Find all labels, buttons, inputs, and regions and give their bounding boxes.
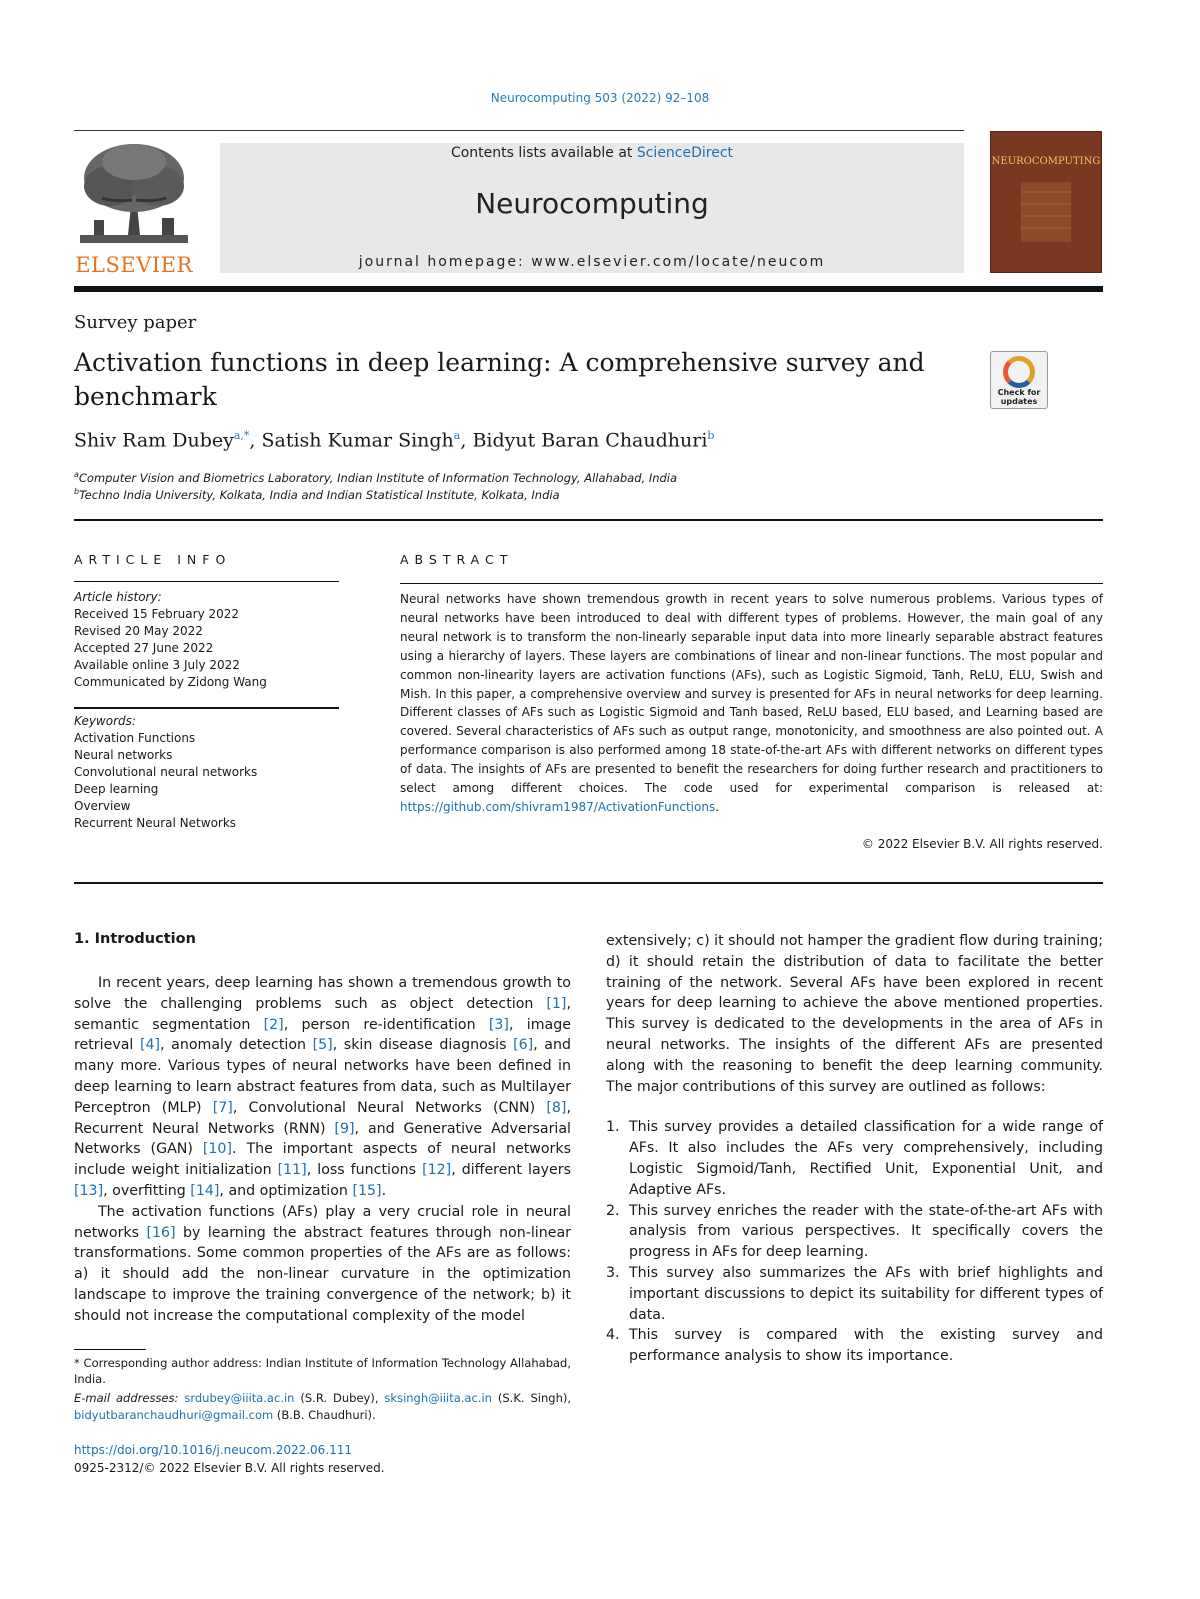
history-item: Available online 3 July 2022 [74,658,240,672]
journal-title: Neurocomputing [475,187,709,220]
keyword-item: Activation Functions [74,731,196,745]
body-text: , Recurrent Neural Networks (RNN) [74,1099,571,1137]
keyword-item: Deep learning [74,782,159,796]
abstract-end: . [715,799,720,814]
email-link[interactable]: sksingh@iiita.ac.in [384,1391,492,1405]
citation-link[interactable]: [11] [277,1162,307,1179]
keyword-item: Recurrent Neural Networks [74,816,237,830]
elsevier-wordmark: ELSEVIER [75,253,193,277]
contributions-list [606,1117,1103,1367]
article-info-rule [74,581,339,582]
keywords-label: Keywords: [74,714,136,728]
affiliation-text: Techno India University, Kolkata, India and Indian Statistical Institute, Kolkata, India [79,487,560,502]
journal-homepage [220,254,964,270]
keywords-list [74,730,257,832]
body-text: , semantic segmentation [74,995,571,1033]
author-marks[interactable]: a [453,429,461,442]
history-list [74,606,267,691]
abstract-rule [400,583,1103,584]
footnote-rule [74,1349,146,1350]
footnote-emails [74,1390,571,1424]
masthead-top-rule [74,130,964,131]
citation-link[interactable]: [2] [263,1016,284,1033]
email-owner: (S.K. Singh), [491,1391,571,1405]
list-item [606,1325,1103,1367]
citation-link[interactable]: [12] [422,1162,452,1179]
email-label: E-mail addresses: [74,1391,179,1405]
section-heading-introduction: 1. Introduction [74,931,196,947]
citation-link[interactable]: [10] [202,1141,232,1158]
journal-cover-thumbnail[interactable] [990,131,1102,273]
list-text: This survey enriches the reader with the state-of-the-art AFs with analysis from various perspectives. It specifically covers the progress in AFs for deep learning. [629,1202,1103,1261]
body-text: . [381,1182,387,1199]
right-column [606,931,1103,1367]
abstract-body [400,590,1103,817]
citation-link[interactable]: [1] [546,995,567,1012]
affiliation-mark: a [74,470,79,479]
list-item [606,1117,1103,1200]
body-text: , different layers [451,1162,571,1179]
body-text: , overfitting [103,1182,191,1199]
body-text: by learning the abstract features through non-linear transformations. Some common properties of the AFs are as follows: a) it should add the non-linear curvature in the optimization landscape to improve the training convergence of the network; b) it should not increase the computational complexity of the model [74,1224,571,1324]
article-info-heading: ARTICLE INFO [74,552,232,567]
article-type: Survey paper [74,312,197,333]
intro-paragraph-2 [74,1202,571,1327]
copyright-notice: © 2022 Elsevier B.V. All rights reserved. [861,837,1103,851]
contents-prefix: Contents lists available at [450,145,637,161]
body-text: , Convolutional Neural Networks (CNN) [232,1099,547,1116]
citation-link[interactable]: [3] [488,1016,509,1033]
list-number: 2. [606,1202,620,1219]
email-owner: (B.B. Chaudhuri). [273,1408,376,1422]
keyword-item: Neural networks [74,748,173,762]
email-owner: (S.R. Dubey), [294,1391,385,1405]
homepage-prefix: journal homepage: [358,254,532,270]
body-text: In recent years, deep learning has shown a tremendous growth to solve the challenging problems such as object detection [74,975,571,1012]
list-item [606,1263,1103,1325]
intro-paragraph-2-continued: extensively; c) it should not hamper the gradient flow during training; d) it should retain the distribution of data to facilitate the better training of the network. Several AFs have been explored in recent years for deep learning to achieve the above mentioned properties. This survey is dedicated to the developments in the area of AFs in neural networks. The insights of the different AFs are presented along with the reasoning to benefit the deep learning community. The major contributions of this survey are outlined as follows: [606,933,1103,1095]
issn-line: 0925-2312/© 2022 Elsevier B.V. All rights reserved. [74,1461,385,1475]
email-link[interactable]: bidyutbaranchaudhuri@gmail.com [74,1408,274,1422]
list-text: This survey also summarizes the AFs with brief highlights and important discussions to depict its suitability for different types of data. [629,1264,1103,1323]
list-number: 1. [606,1119,620,1136]
body-text: . The important aspects of neural networks include weight initialization [74,1141,571,1179]
abstract-heading: ABSTRACT [400,552,514,567]
author-marks[interactable]: a,* [233,429,250,442]
code-repository-link[interactable]: https://github.com/shivram1987/ActivationFunctions [400,799,716,814]
citation-link[interactable]: [4] [139,1037,161,1054]
author-name[interactable]: Bidyut Baran Chaudhuri [472,429,708,452]
homepage-url[interactable]: www.elsevier.com/locate/neucom [531,254,826,270]
list-number: 4. [606,1327,620,1344]
body-text: , anomaly detection [160,1037,313,1054]
citation-link[interactable]: [15] [352,1182,382,1199]
affiliation-a [74,470,677,485]
email-link[interactable]: srdubey@iiita.ac.in [184,1391,295,1405]
abstract-text: Neural networks have shown tremendous growth in recent years to solve numerous problems. Various types of neural networks have been introduced to deal with different types of problems. However, the main goal of any neural network is to transform the non-linearly separable input data into more linearly separable abstract features using a hierarchy of layers. These layers are combinations of linear and non-linear functions. The most popular and common non-linearity layers are activation functions (AFs), such as Logistic Sigmoid, Tanh, ReLU, ELU, Swish and Mish. In this paper, a comprehensive overview and survey is presented for AFs in neural networks for deep learning. Different classes of AFs such as Logistic Sigmoid and Tanh based, ReLU based, ELU based, and Learning based are covered. Several characteristics of AFs such as output range, monotonicity, and smoothness are also pointed out. A performance comparison is also performed among 18 state-of-the-art AFs with different networks on different types of data. The insights of AFs are presented to benefit the researchers for doing further research and practitioners to select among different choices. The code used for experimental comparison is released at: [400,592,1103,796]
crossmark-icon [1003,356,1035,388]
affiliation-b [74,487,560,502]
list-number: 3. [606,1264,620,1281]
check-for-updates-label: Check for updates [997,388,1041,406]
keyword-item: Convolutional neural networks [74,765,258,779]
keywords-rule [74,707,339,709]
body-text: , image retrieval [74,1016,571,1054]
body-text: The activation functions (AFs) play a very crucial role in neural networks [74,1203,571,1241]
abstract-end-rule [74,882,1103,884]
list-text: This survey is compared with the existing survey and performance analysis to show its importance. [629,1327,1103,1365]
list-item [606,1201,1103,1263]
citation-link[interactable]: [9] [334,1120,355,1137]
doi-link[interactable]: https://doi.org/10.1016/j.neucom.2022.06.111 [74,1443,353,1457]
body-text: , person re-identification [283,1016,489,1033]
history-item: Received 15 February 2022 [74,607,240,621]
citation-link[interactable]: [5] [312,1037,333,1054]
author-list: Shiv Ram Dubey$^{a,*}$, Satish Kumar Singh$^a$, Bidyut Baran Chaudhuri$^b$ [74,429,715,452]
history-item: Communicated by Zidong Wang [74,675,267,689]
list-text: This survey provides a detailed classification for a wide range of AFs. It also includes the AFs very comprehensively, including Logistic Sigmoid/Tanh, Rectified Unit, Exponential Unit, and Adaptive AFs. [629,1119,1103,1198]
author-name[interactable]: Shiv Ram Dubey [74,429,234,452]
cover-title: NEUROCOMPUTING [991,156,1101,167]
title-block-rule [74,519,1103,521]
body-text: , loss functions [306,1162,423,1179]
citation-link[interactable]: [6] [513,1037,534,1054]
contents-line [220,145,964,161]
history-label: Article history: [74,590,162,604]
footnote-corresponding-author: * Corresponding author address: Indian Institute of Information Technology Allahabad, India. [74,1356,571,1386]
citation-link[interactable]: [8] [546,1099,567,1116]
left-column [74,973,571,1327]
citation-link[interactable]: [7] [212,1099,233,1116]
article-title: Activation functions in deep learning: A comprehensive survey and benchmark [74,348,925,411]
history-item: Accepted 27 June 2022 [74,641,214,655]
author-marks[interactable]: b [707,429,715,442]
history-item: Revised 20 May 2022 [74,624,203,638]
sciencedirect-link[interactable]: ScienceDirect [636,145,734,161]
affiliation-mark: b [74,487,80,496]
citation-link[interactable]: [14] [190,1182,220,1199]
body-text: , and optimization [219,1182,353,1199]
body-text: , and Generative Adversarial Networks (GAN) [74,1120,571,1158]
cover-pattern-icon [1021,182,1071,242]
masthead-rule [74,286,1103,292]
body-text: , and many more. Various types of neural networks have been defined in deep learning to learn abstract features from data, such as Multilayer Perceptron (MLP) [74,1037,571,1116]
citation-link[interactable]: [13] [74,1182,104,1199]
running-head[interactable]: Neurocomputing 503 (2022) 92–108 [490,91,710,105]
check-for-updates-badge[interactable] [990,351,1048,409]
affiliation-text: Computer Vision and Biometrics Laboratory, Indian Institute of Information Technology, Allahabad, India [78,470,678,485]
body-text: , skin disease diagnosis [332,1037,514,1054]
tree-icon [74,140,194,252]
intro-paragraph-1 [74,973,571,1202]
author-name[interactable]: Satish Kumar Singh [261,429,454,452]
keyword-item: Overview [74,799,131,813]
journal-banner [220,143,964,273]
citation-link[interactable]: [16] [146,1224,176,1241]
